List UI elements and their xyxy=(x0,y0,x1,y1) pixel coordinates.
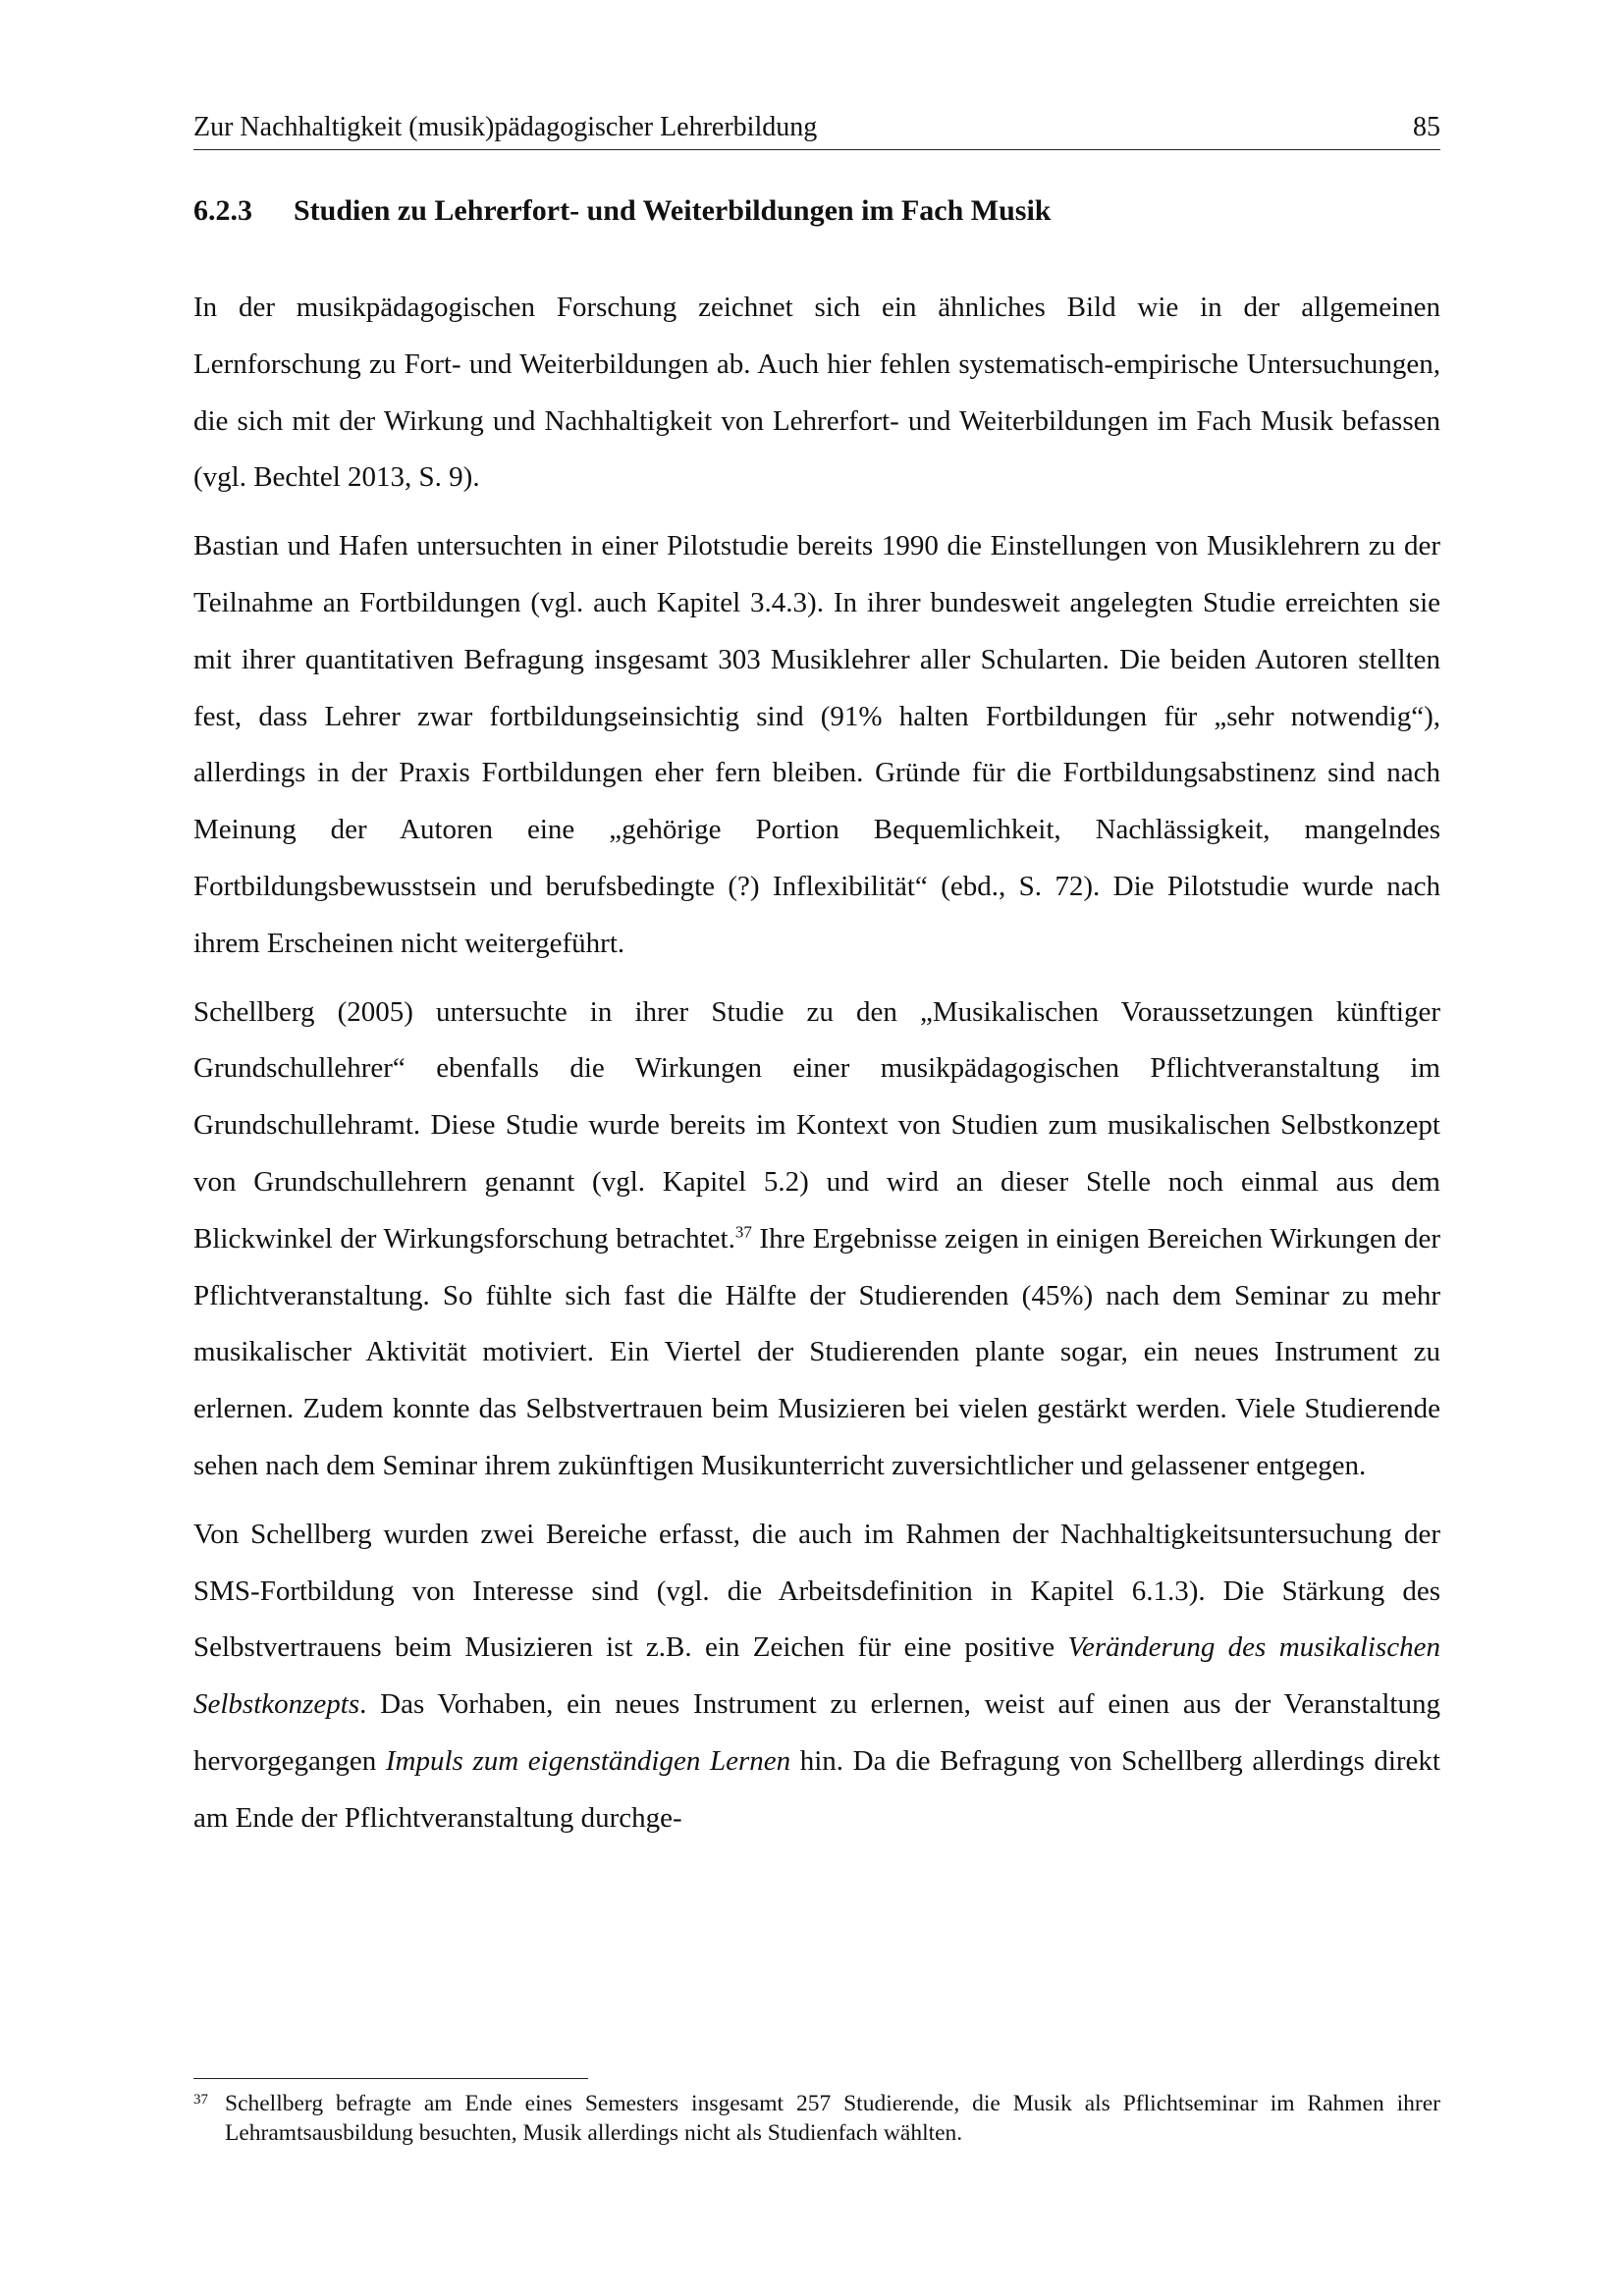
paragraph-3-text-b: Ihre Ergebnisse zeigen in einigen Bereichen Wirkungen der Pflichtveranstaltung. So fühlte sich fast die Hälfte der Studierenden (45%) nach dem Seminar zu mehr musikalischer Aktivität motiviert. Ein Viertel der Studierenden plante sogar, ein neues Instrument zu erlernen. Zudem konnte das Selbstvertrauen beim Musizieren bei vielen gestärkt werden. Viele Studierende sehen nach dem Seminar ihrem zukünftigen Musikunterricht zuversichtlicher und gelassener entgegen. xyxy=(193,1222,1440,1481)
paragraph-2: Bastian und Hafen untersuchten in einer Pilotstudie bereits 1990 die Einstellungen von Musiklehrern zu der Teilnahme an Fortbildungen (vgl. auch Kapitel 3.4.3). In ihrer bundesweit angelegten Studie erreichten sie mit ihrer quantitativen Befragung insgesamt 303 Musiklehrer aller Schularten. Die beiden Autoren stellten fest, dass Lehrer zwar fortbildungseinsichtig sind (91% halten Fortbildungen für „sehr notwendig“), allerdings in der Praxis Fortbildungen eher fern bleiben. Gründe für die Fortbildungsabstinenz sind nach Meinung der Autoren eine „gehörige Portion Bequemlichkeit, Nachlässigkeit, mangelndes Fortbildungsbewusstsein und berufsbedingte (?) Inflexibilität“ (ebd., S. 72). Die Pilotstudie wurde nach ihrem Erscheinen nicht weitergeführt. xyxy=(193,530,1440,959)
footnote-separator xyxy=(193,2078,588,2079)
section-heading xyxy=(193,190,1440,232)
paragraph-3 xyxy=(193,985,1440,1495)
paragraph-4 xyxy=(193,1507,1440,1847)
footnote xyxy=(193,2089,1440,2148)
page-number: 85 xyxy=(1413,112,1440,142)
paragraph-3-text-a: Schellberg (2005) untersuchte in ihrer Studie zu den „Musikalischen Voraussetzungen künftiger Grundschullehrer“ ebenfalls die Wirkungen einer musikpädagogischen Pflichtveranstaltung im Grundschullehramt. Diese Studie wurde bereits im Kontext von Studien zum musikalischen Selbstkonzept von Grundschullehrern genannt (vgl. Kapitel 5.2) und wird an dieser Stelle noch einmal aus dem Blickwinkel der Wirkungsforschung betrachtet. xyxy=(193,995,1440,1255)
footnote-mark: 37 xyxy=(193,2092,208,2108)
section-title: Studien zu Lehrerfort- und Weiterbildungen im Fach Musik xyxy=(294,194,1052,227)
section-number: 6.2.3 xyxy=(193,194,252,227)
footnote-text: Schellberg befragte am Ende eines Semesters insgesamt 257 Studierende, die Musik als Pflichtseminar im Rahmen ihrer Lehramtsausbildung besuchten, Musik allerdings nicht als Studienfach wählten. xyxy=(225,2091,1440,2146)
paragraph-4-emphasis-a: Veränderung des musikalischen Selbstkonzepts xyxy=(193,1631,1440,1721)
paragraph-4-text-b: . Das Vorhaben, ein neues Instrument zu erlernen, weist auf einen aus der Veranstaltung hervorgegangen xyxy=(193,1688,1440,1777)
paragraph-4-emphasis-b: Impuls zum eigenständigen Lernen xyxy=(385,1744,791,1777)
paragraph-4-text-c: hin. Da die Befragung von Schellberg allerdings direkt am Ende der Pflichtveranstaltung durchge- xyxy=(193,1744,1440,1834)
page-header xyxy=(193,108,1440,150)
running-title: Zur Nachhaltigkeit (musik)pädagogischer Lehrerbildung xyxy=(193,112,818,142)
paragraph-4-text-a: Von Schellberg wurden zwei Bereiche erfasst, die auch im Rahmen der Nachhaltigkeitsuntersuchung der SMS-Fortbildung von Interesse sind (vgl. die Arbeitsdefinition in Kapitel 6.1.3). Die Stärkung des Selbstvertrauens beim Musizieren ist z.B. ein Zeichen für eine positive xyxy=(193,1518,1440,1664)
paragraph-1: In der musikpädagogischen Forschung zeichnet sich ein ähnliches Bild wie in der allgemeinen Lernforschung zu Fort- und Weiterbildungen ab. Auch hier fehlen systematisch-empirische Untersuchungen, die sich mit der Wirkung und Nachhaltigkeit von Lehrerfort- und Weiterbildungen im Fach Musik befassen (vgl. Bechtel 2013, S. 9). xyxy=(193,292,1440,494)
body-text xyxy=(193,280,1440,1859)
footnote-reference[interactable]: 37 xyxy=(734,1222,752,1242)
